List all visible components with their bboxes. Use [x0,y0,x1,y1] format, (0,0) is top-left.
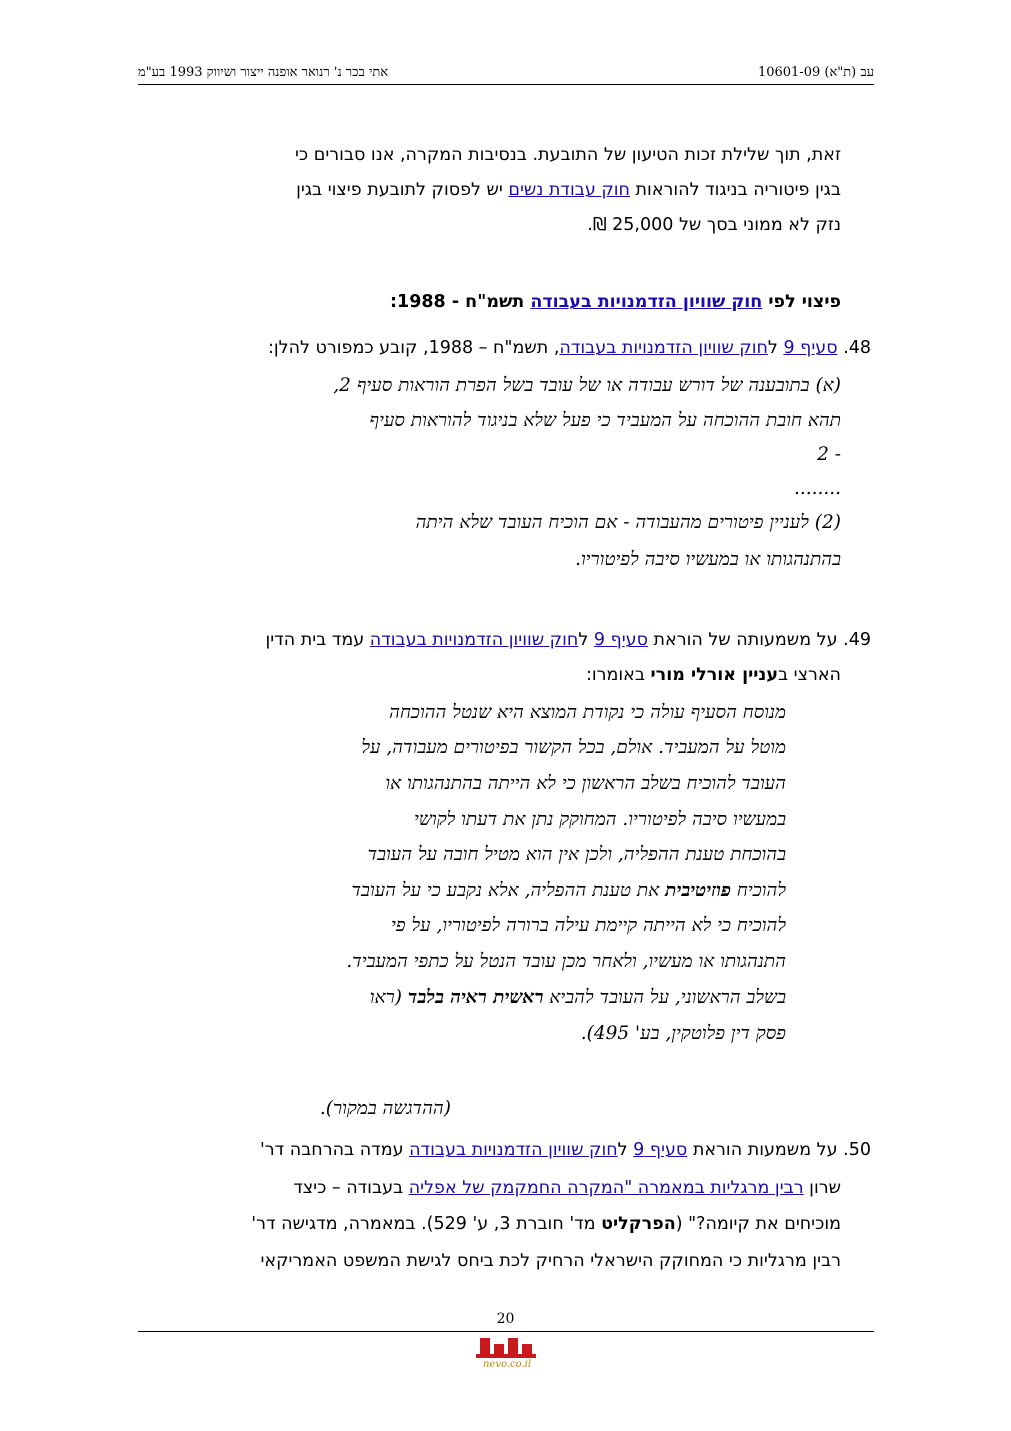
law-link-equal-opportunity[interactable]: חוק שוויון הזדמנויות בעבודה [559,338,768,358]
intro-line-1: זאת, תוך שלילת זכות הטיעון של התובעת. בנסיבות המקרה, אנו סבורים כי [294,145,841,165]
paragraph-50: 50. על משמעות הוראת סעיף 9 לחוק שוויון הזדמנויות בעבודה עמדה בהרחבה דר' [259,1140,871,1160]
quote-49-line-1: מנוסח הסעיף עולה כי נקודת המוצא היא שנטל ההוכחה [389,702,786,723]
footer-divider [138,1331,874,1332]
section-9-link[interactable]: סעיף 9 [593,630,648,650]
paragraph-49: 49. על משמעותה של הוראת סעיף 9 לחוק שוויון הזדמנויות בעבודה עמד בית הדין [265,630,871,650]
law-link-equal-opportunity[interactable]: חוק שוויון הזדמנויות בעבודה [409,1140,618,1160]
nevo-logo [462,1336,552,1370]
quote-49-line-3: העובד להוכיח בשלב הראשון כי לא הייתה בהתנהגותו או [385,773,786,794]
quote-48-line-2: תהא חובת ההוכחה על המעביד כי פעל שלא בניגוד להוראות סעיף [369,410,841,431]
intro-line-2: בגין פיטוריה בניגוד להוראות חוק עבודת נשים יש לפסוק לתובעת פיצוי בגין [296,180,841,200]
quote-48-line-3: - 2 [817,444,841,465]
law-link-equal-opportunity[interactable]: חוק שוויון הזדמנויות בעבודה [369,630,579,650]
quote-49-line-5: בהוכחת טענת ההפליה, ולכן אין הוא מטיל חובה על העובד [367,844,786,865]
quote-48-line-1: (א) בתובענה של דורש עבודה או של עובד בשל הפרת הוראות סעיף 2, [333,375,841,396]
law-link-equal-opportunity[interactable]: חוק שוויון הזדמנויות בעבודה [530,292,763,312]
quote-48-line-6: בהתנהגותו או במעשיו סיבה לפיטוריו. [575,549,841,570]
quote-48-line-4: ........ [793,478,841,499]
quote-49-line-8: התנהגותו או מעשיו, ולאחר מכן עובד הנטל על כתפי המעביד. [346,951,786,972]
quote-49-line-10: פסק דין פלוטקין, בע' 495). [580,1023,786,1044]
nevo-logo-text: nevo.co.il [482,1359,532,1370]
quote-49-line-9: בשלב הראשוני, על העובד להביא ראשית ראיה בלבד (ראו [369,987,786,1008]
quote-48-line-5: (2) לעניין פיטורים מהעבודה - אם הוכיח העובד שלא היתה [415,512,841,533]
paragraph-48: 48. סעיף 9 לחוק שוויון הזדמנויות בעבודה, תשמ"ח – 1988, קובע כמפורט להלן: [268,338,871,358]
emphasis-note: (ההדגשה במקור). [319,1098,451,1119]
quote-49-line-2: מוטל על המעביד. אולם, בכל הקשור בפיטורים מעבודה, על [361,737,786,758]
quote-49-line-7: להוכיח כי לא הייתה קיימת עילה ברורה לפיטוריו, על פי [391,915,786,936]
section-heading: פיצוי לפי חוק שוויון הזדמנויות בעבודה תשמ"ח - 1988: [390,292,841,312]
section-9-link[interactable]: סעיף 9 [783,338,838,358]
paragraph-50-line-4: רבין מרגליות כי המחוקק הישראלי הרחיק לכת ביחס לגישת המשפט האמריקאי [260,1251,841,1271]
article-link[interactable]: רבין מרגליות במאמרה "המקרה החמקמק של אפליה [408,1178,804,1198]
paragraph-49-line-2: הארצי בעניין אורלי מורי באומרו: [585,665,841,685]
page-number: 20 [496,1311,515,1327]
section-9-link[interactable]: סעיף 9 [633,1140,688,1160]
quote-49-line-6: להוכיח פוזיטיבית את טענת ההפליה, אלא נקבע כי על העובד [351,880,786,901]
quote-49-line-4: במעשיו סיבה לפיטוריו. המחוקק נתן את דעתו לקושי [414,809,786,830]
paragraph-50-line-3: מוכיחים את קיומה?" (הפרקליט מד' חוברת 3, ע' 529). במאמרה, מדגישה דר' [251,1214,841,1234]
law-link-women-labor[interactable]: חוק עבודת נשים [508,180,630,200]
paragraph-50-line-2: שרון רבין מרגליות במאמרה "המקרה החמקמק של אפליה בעבודה – כיצד [293,1178,841,1198]
page-header [138,62,874,85]
intro-line-3: נזק לא ממוני בסך של 25,000 ₪. [587,215,841,235]
case-title: אתי בכר נ' רנואר אופנה ייצור ושיווק 1993 בע"מ [138,65,389,80]
case-number: עב (ת"א) 10601-09 [757,65,874,80]
